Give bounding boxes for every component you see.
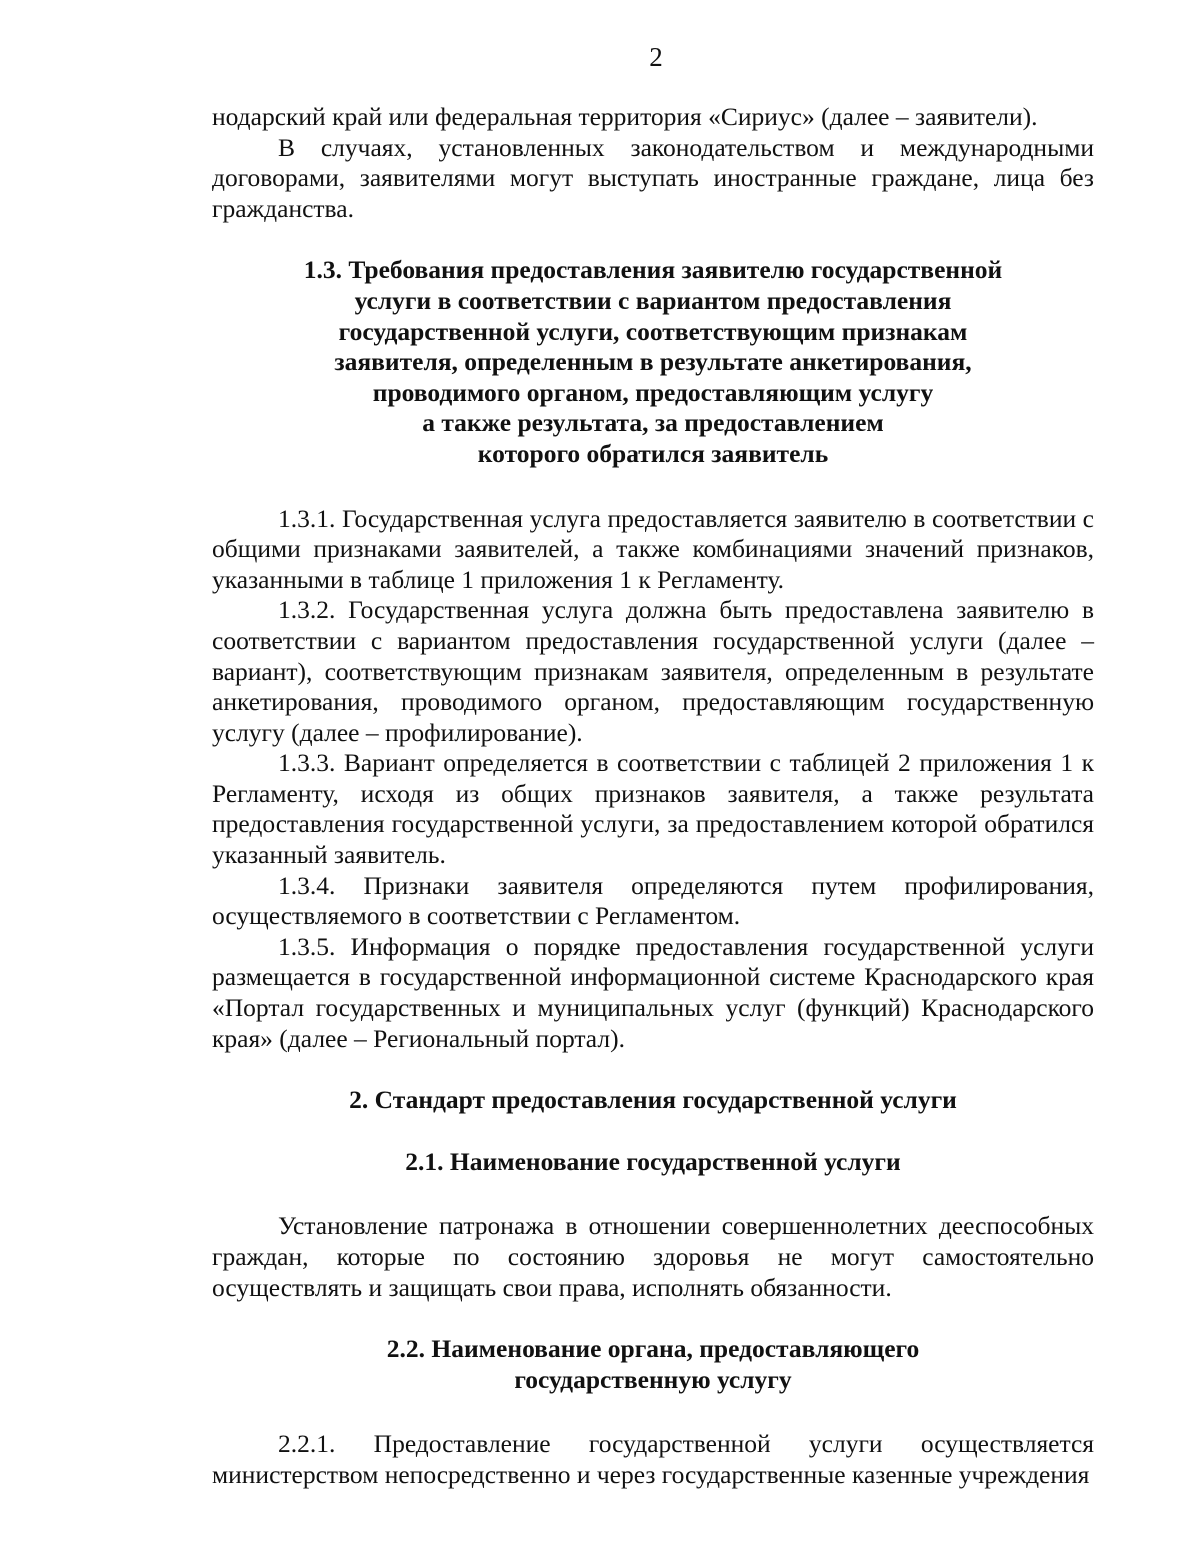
section-1-3-heading-line: заявителя, определенным в результате анкетирования,	[334, 347, 972, 377]
section-2-heading: 2. Стандарт предоставления государственной услуги	[349, 1085, 957, 1115]
paragraph-1-3-1: 1.3.1. Государственная услуга предоставляется заявителю в соответствии с общими признаками заявителей, а также комбинациями значений признаков, указанными в таблице 1 приложения 1 к Регламенту.	[212, 503, 1094, 594]
section-2-2-heading-line: 2.2. Наименование органа, предоставляющего	[386, 1334, 920, 1364]
document-page	[212, 40, 1094, 1491]
paragraph-2-1-text: Установление патронажа в отношении совершеннолетних дееспособных граждан, которые по состоянию здоровья не могут самостоятельно осуществлять и защищать свои права, исполнять обязанности.	[212, 1211, 1094, 1302]
intro-paragraph-2: В случаях, установленных законодательством и международными договорами, заявителями могут выступать иностранные граждане, лица без гражданства.	[212, 132, 1094, 223]
section-1-3-heading-line: 1.3. Требования предоставления заявителю государственной	[303, 255, 1003, 285]
paragraph-1-3-3: 1.3.3. Вариант определяется в соответствии с таблицей 2 приложения 1 к Регламенту, исходя из общих признаков заявителя, а также результата предоставления государственной услуги, за предоставлением которой обратился указанный заявитель.	[212, 748, 1094, 870]
paragraph-1-3-4: 1.3.4. Признаки заявителя определяются путем профилирования, осуществляемого в соответствии с Регламентом.	[212, 870, 1094, 931]
section-1-3-heading-line: государственной услуги, соответствующим признакам	[338, 316, 968, 346]
section-1-3-heading	[212, 255, 1094, 469]
section-2-2-heading-line: государственную услугу	[514, 1364, 792, 1394]
section-2-1-heading: 2.1. Наименование государственной услуги	[405, 1146, 901, 1176]
paragraph-1-3-5: 1.3.5. Информация о порядке предоставления государственной услуги размещается в государственной информационной системе Краснодарского края «Портал государственных и муниципальных услуг (функций) Краснодарского края» (далее – Региональный портал).	[212, 931, 1094, 1053]
paragraph-2-2-1: 2.2.1. Предоставление государственной услуги осуществляется министерством непосредственно и через государственные казенные учреждения	[212, 1429, 1094, 1489]
section-1-3-heading-line: а также результата, за предоставлением	[422, 408, 884, 438]
section-2-2-heading	[212, 1334, 1094, 1395]
section-1-3-heading-line: проводимого органом, предоставляющим услугу	[372, 377, 934, 407]
paragraph-1-3-2: 1.3.2. Государственная услуга должна быть предоставлена заявителю в соответствии с вариантом предоставления государственной услуги (далее – вариант), соответствующим признакам заявителя, определенным в результате анкетирования, проводимого органом, предоставляющим государственную услугу (далее – профилирование).	[212, 595, 1094, 747]
intro-paragraph-1: нодарский край или федеральная территория «Сириус» (далее – заявители).	[212, 102, 1038, 131]
section-1-3-heading-line: услуги в соответствии с вариантом предоставления	[354, 285, 952, 315]
page-number: 2	[649, 42, 663, 72]
section-1-3-heading-line: которого обратился заявитель	[477, 438, 829, 468]
